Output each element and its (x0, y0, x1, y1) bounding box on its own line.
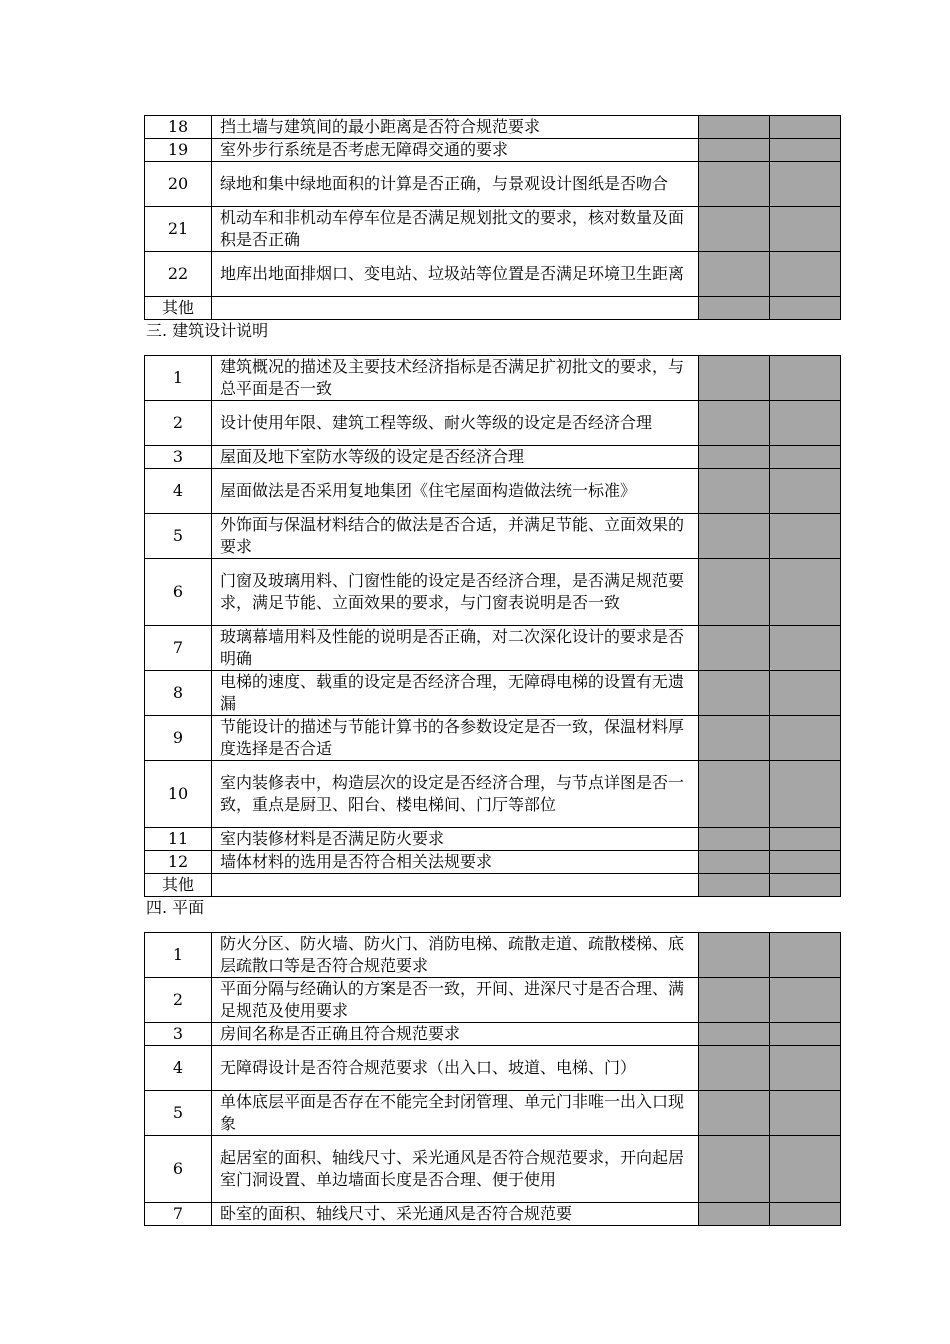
check-cell[interactable] (699, 851, 770, 874)
check-cell[interactable] (699, 933, 770, 978)
check-cell[interactable] (770, 671, 841, 716)
check-cell[interactable] (699, 559, 770, 626)
table-row (145, 851, 841, 874)
check-cell[interactable] (770, 401, 841, 446)
check-cell[interactable] (699, 469, 770, 514)
check-cell[interactable] (770, 162, 841, 207)
item-description: 无障碍设计是否符合规范要求（出入口、坡道、电梯、门） (212, 1046, 699, 1091)
item-number: 4 (145, 1046, 212, 1091)
check-cell[interactable] (770, 116, 841, 139)
item-description: 屋面做法是否采用复地集团《住宅屋面构造做法统一标准》 (212, 469, 699, 514)
item-number: 6 (145, 559, 212, 626)
item-description: 室内装修表中，构造层次的设定是否经济合理，与节点详图是否一致，重点是厨卫、阳台、楼电梯间、门厅等部位 (212, 761, 699, 828)
check-cell[interactable] (770, 469, 841, 514)
check-cell[interactable] (770, 1046, 841, 1091)
check-cell[interactable] (770, 559, 841, 626)
check-cell[interactable] (770, 761, 841, 828)
check-cell[interactable] (770, 1136, 841, 1203)
check-cell[interactable] (699, 1091, 770, 1136)
check-cell[interactable] (699, 139, 770, 162)
section-heading-architectural-notes: 三. 建筑设计说明 (146, 321, 269, 340)
check-cell[interactable] (770, 851, 841, 874)
check-cell[interactable] (699, 1046, 770, 1091)
check-cell[interactable] (770, 207, 841, 252)
item-description: 节能设计的描述与节能计算书的各参数设定是否一致，保温材料厚度选择是否合适 (212, 716, 699, 761)
item-description: 玻璃幕墙用料及性能的说明是否正确，对二次深化设计的要求是否明确 (212, 626, 699, 671)
item-number: 7 (145, 626, 212, 671)
table-row (145, 356, 841, 401)
item-description: 单体底层平面是否存在不能完全封闭管理、单元门非唯一出入口现象 (212, 1091, 699, 1136)
item-description: 电梯的速度、载重的设定是否经济合理，无障碍电梯的设置有无遗漏 (212, 671, 699, 716)
check-cell[interactable] (699, 401, 770, 446)
item-description: 屋面及地下室防水等级的设定是否经济合理 (212, 446, 699, 469)
item-description: 绿地和集中绿地面积的计算是否正确，与景观设计图纸是否吻合 (212, 162, 699, 207)
table-row (145, 671, 841, 716)
table-row (145, 1136, 841, 1203)
table-row (145, 297, 841, 320)
table-row (145, 1046, 841, 1091)
table-row (145, 139, 841, 162)
table-row (145, 559, 841, 626)
item-description: 建筑概况的描述及主要技术经济指标是否满足扩初批文的要求，与总平面是否一致 (212, 356, 699, 401)
item-number: 5 (145, 1091, 212, 1136)
item-number: 1 (145, 356, 212, 401)
check-cell[interactable] (699, 356, 770, 401)
item-description: 平面分隔与经确认的方案是否一致，开间、进深尺寸是否合理、满足规范及使用要求 (212, 978, 699, 1023)
item-number: 9 (145, 716, 212, 761)
item-description: 墙体材料的选用是否符合相关法规要求 (212, 851, 699, 874)
table-row (145, 716, 841, 761)
item-number: 3 (145, 446, 212, 469)
table-row (145, 207, 841, 252)
check-cell[interactable] (770, 978, 841, 1023)
check-cell[interactable] (770, 933, 841, 978)
check-cell[interactable] (699, 297, 770, 320)
check-cell[interactable] (770, 874, 841, 897)
check-cell[interactable] (699, 1136, 770, 1203)
item-number: 21 (145, 207, 212, 252)
check-cell[interactable] (699, 828, 770, 851)
item-description: 起居室的面积、轴线尺寸、采光通风是否符合规范要求，开向起居室门洞设置、单边墙面长度是否合理、便于使用 (212, 1136, 699, 1203)
item-number: 5 (145, 514, 212, 559)
document-page (144, 115, 830, 1226)
item-description: 防火分区、防火墙、防火门、消防电梯、疏散走道、疏散楼梯、底层疏散口等是否符合规范要求 (212, 933, 699, 978)
table-row (145, 761, 841, 828)
table-row (145, 162, 841, 207)
item-number: 3 (145, 1023, 212, 1046)
check-cell[interactable] (770, 1091, 841, 1136)
item-number: 22 (145, 252, 212, 297)
table-row (145, 401, 841, 446)
item-number: 20 (145, 162, 212, 207)
check-cell[interactable] (770, 1203, 841, 1226)
check-cell[interactable] (699, 252, 770, 297)
check-cell[interactable] (699, 446, 770, 469)
item-description: 室内装修材料是否满足防火要求 (212, 828, 699, 851)
check-cell[interactable] (699, 162, 770, 207)
check-cell[interactable] (699, 626, 770, 671)
table-row (145, 1203, 841, 1226)
item-description: 室外步行系统是否考虑无障碍交通的要求 (212, 139, 699, 162)
item-number: 7 (145, 1203, 212, 1226)
check-cell[interactable] (770, 716, 841, 761)
item-number: 18 (145, 116, 212, 139)
check-cell[interactable] (699, 1023, 770, 1046)
item-number: 其他 (145, 874, 212, 897)
item-number: 2 (145, 978, 212, 1023)
table-row (145, 828, 841, 851)
item-description (212, 874, 699, 897)
check-cell[interactable] (699, 874, 770, 897)
check-cell[interactable] (699, 207, 770, 252)
site-plan-checklist-table (144, 115, 841, 320)
check-cell[interactable] (770, 828, 841, 851)
check-cell[interactable] (770, 356, 841, 401)
floor-plan-checklist-table (144, 932, 841, 1226)
section-heading-floor-plan: 四. 平面 (146, 898, 205, 917)
check-cell[interactable] (699, 1203, 770, 1226)
item-number: 8 (145, 671, 212, 716)
table-row (145, 933, 841, 978)
check-cell[interactable] (770, 1023, 841, 1046)
item-description: 挡土墙与建筑间的最小距离是否符合规范要求 (212, 116, 699, 139)
table-row (145, 252, 841, 297)
item-description (212, 297, 699, 320)
item-number: 4 (145, 469, 212, 514)
check-cell[interactable] (699, 514, 770, 559)
table-row (145, 874, 841, 897)
table-row (145, 626, 841, 671)
item-description: 房间名称是否正确且符合规范要求 (212, 1023, 699, 1046)
item-number: 10 (145, 761, 212, 828)
item-description: 地库出地面排烟口、变电站、垃圾站等位置是否满足环境卫生距离 (212, 252, 699, 297)
item-number: 11 (145, 828, 212, 851)
table-row (145, 978, 841, 1023)
check-cell[interactable] (770, 139, 841, 162)
check-cell[interactable] (699, 761, 770, 828)
check-cell[interactable] (770, 626, 841, 671)
check-cell[interactable] (770, 446, 841, 469)
table-row (145, 116, 841, 139)
table-row (145, 469, 841, 514)
item-number: 19 (145, 139, 212, 162)
item-description: 门窗及玻璃用料、门窗性能的设定是否经济合理，是否满足规范要求，满足节能、立面效果的要求，与门窗表说明是否一致 (212, 559, 699, 626)
item-number: 1 (145, 933, 212, 978)
check-cell[interactable] (699, 671, 770, 716)
item-description: 机动车和非机动车停车位是否满足规划批文的要求，核对数量及面积是否正确 (212, 207, 699, 252)
check-cell[interactable] (770, 514, 841, 559)
table-row (145, 514, 841, 559)
item-description: 卧室的面积、轴线尺寸、采光通风是否符合规范要 (212, 1203, 699, 1226)
table-row (145, 1023, 841, 1046)
item-number: 12 (145, 851, 212, 874)
table-row (145, 1091, 841, 1136)
item-number: 其他 (145, 297, 212, 320)
architectural-notes-checklist-table (144, 355, 841, 897)
item-number: 6 (145, 1136, 212, 1203)
check-cell[interactable] (699, 978, 770, 1023)
item-description: 设计使用年限、建筑工程等级、耐火等级的设定是否经济合理 (212, 401, 699, 446)
item-description: 外饰面与保温材料结合的做法是否合适，并满足节能、立面效果的要求 (212, 514, 699, 559)
check-cell[interactable] (699, 716, 770, 761)
item-number: 2 (145, 401, 212, 446)
check-cell[interactable] (770, 252, 841, 297)
check-cell[interactable] (699, 116, 770, 139)
table-row (145, 446, 841, 469)
check-cell[interactable] (770, 297, 841, 320)
